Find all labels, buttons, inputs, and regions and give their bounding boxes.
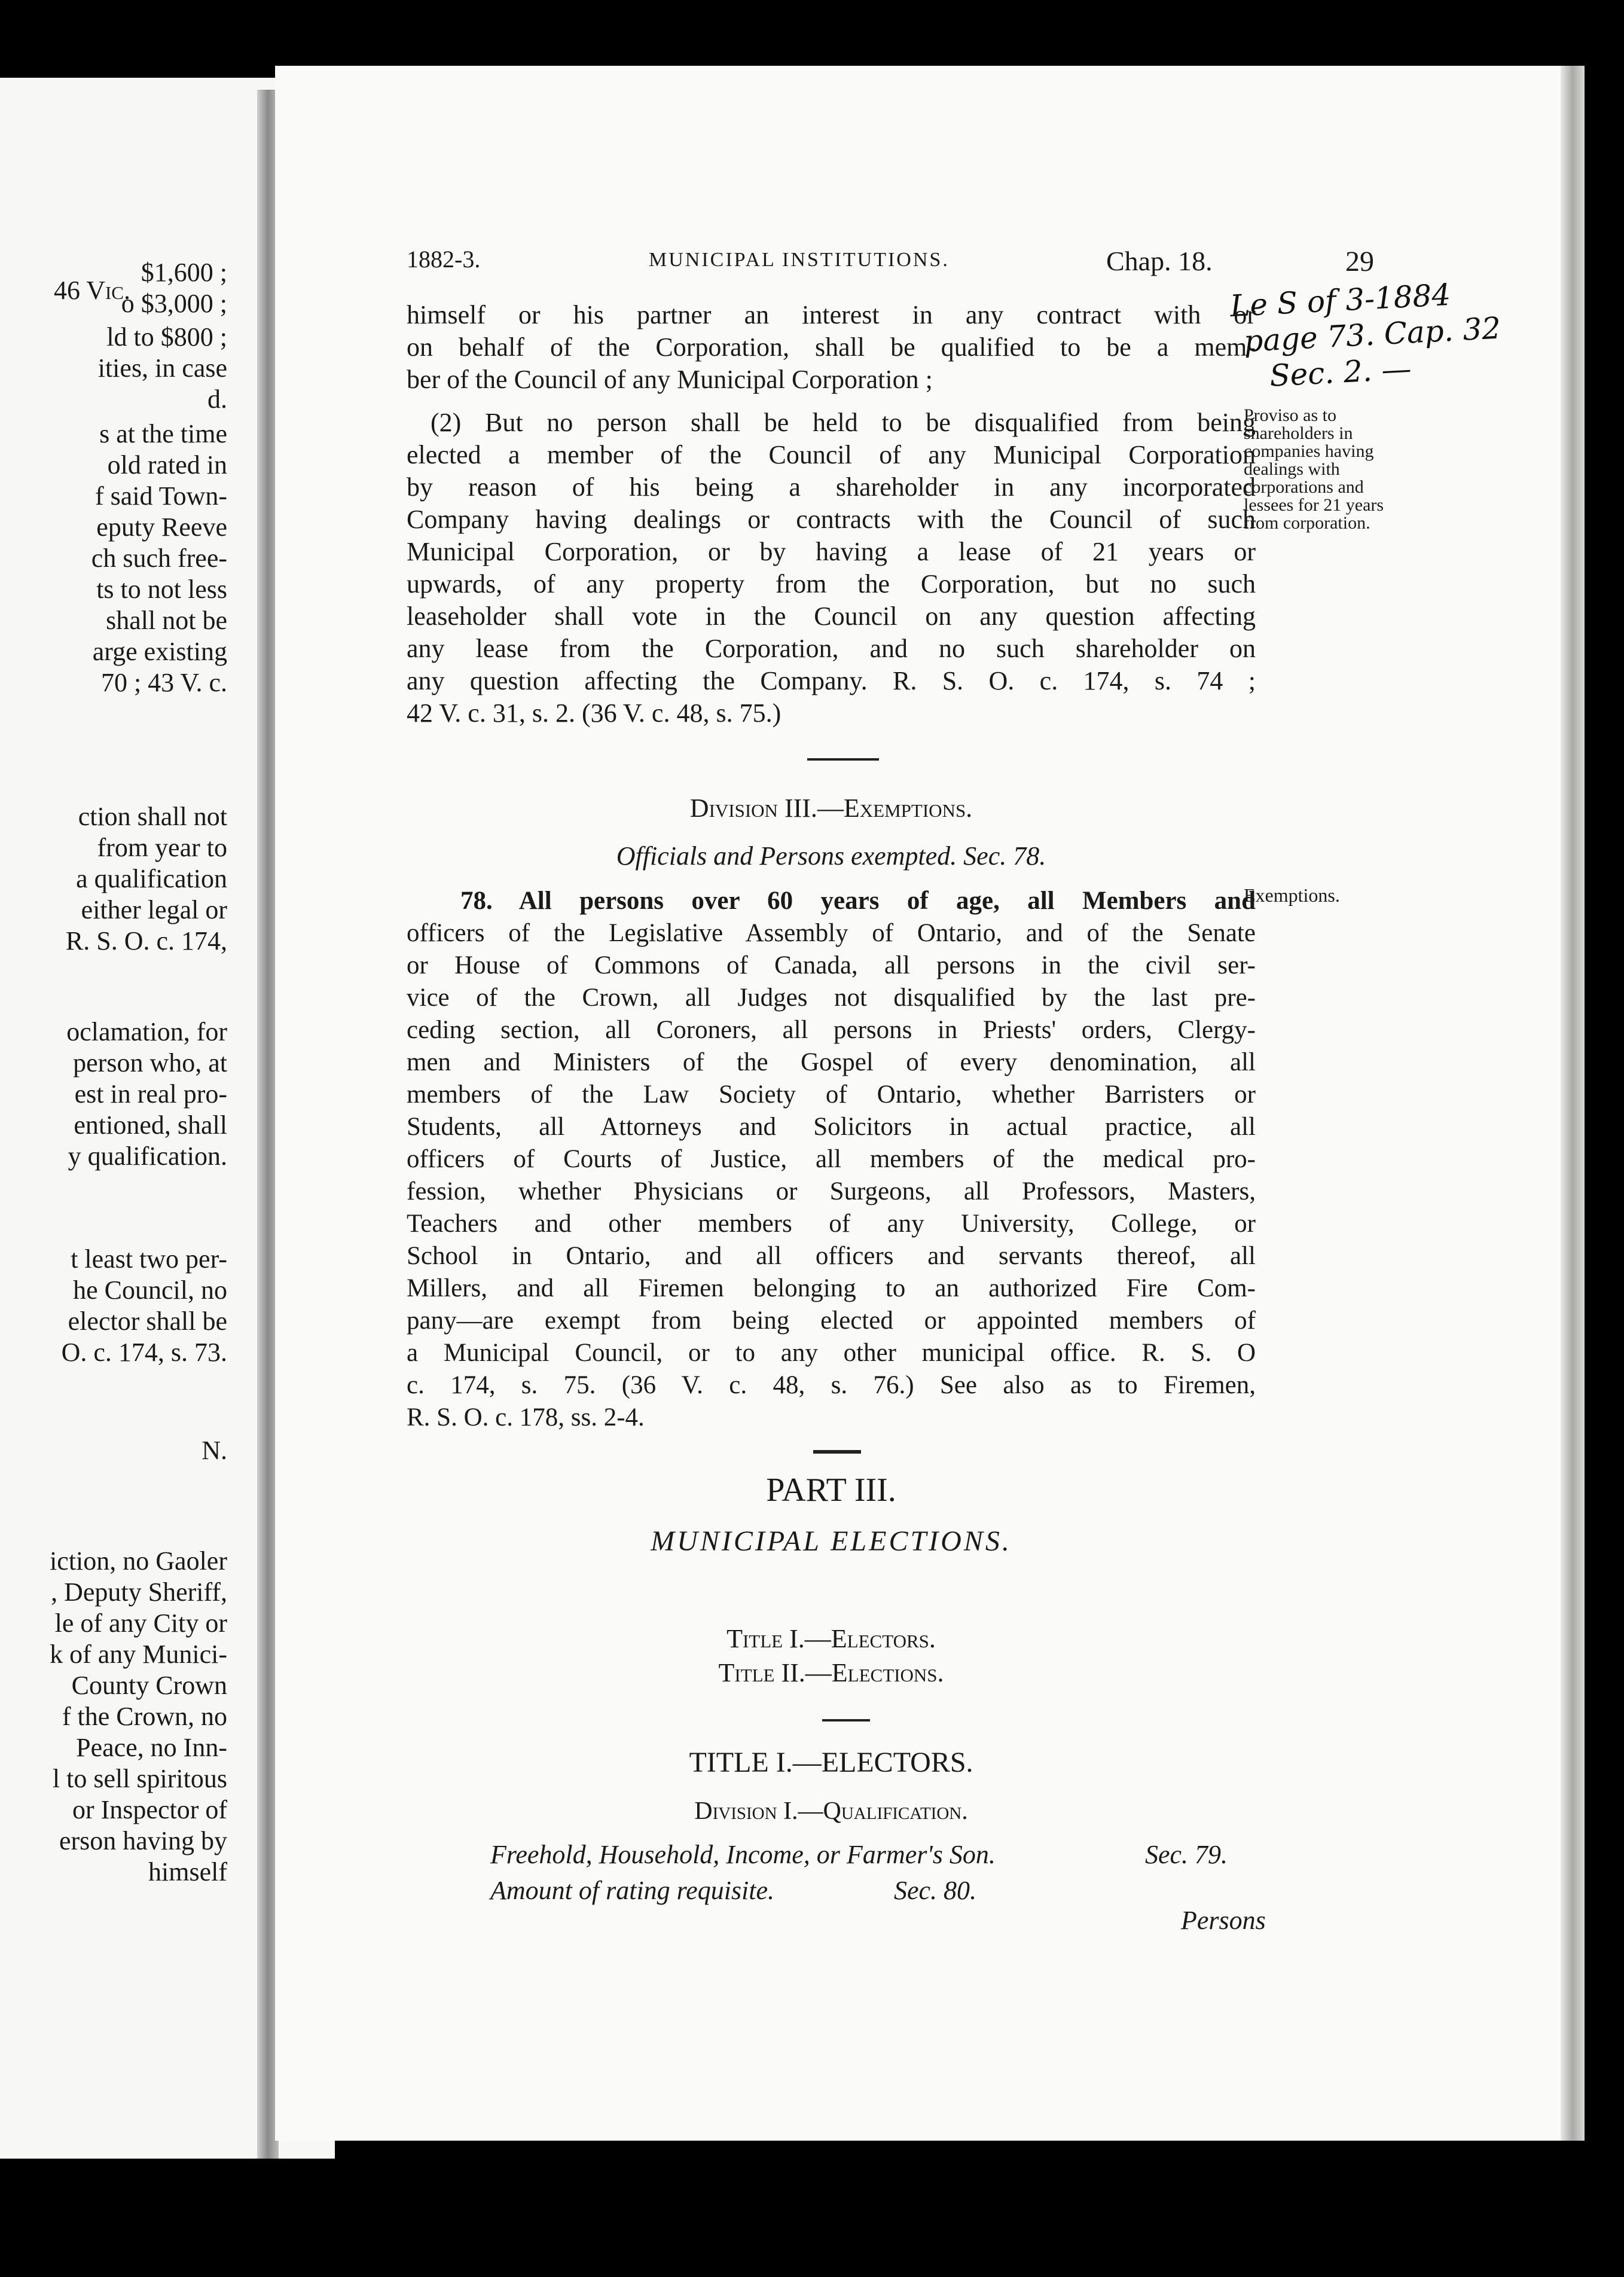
left-page-line: ld to $800 ; bbox=[106, 322, 227, 352]
text-line: Millers, and all Firemen belonging to an authorized Fire Com- bbox=[407, 1274, 1256, 1302]
left-page-line: old rated in bbox=[107, 450, 227, 480]
toc-title-ii: Title II.—Elections. bbox=[718, 1658, 944, 1687]
handwritten-line: page 73. Cap. 32 bbox=[1243, 310, 1502, 359]
text-line: 78. All persons over 60 years of age, all Members and bbox=[460, 887, 1256, 915]
contents-sec: Sec. 79. bbox=[1145, 1840, 1228, 1869]
text-line: fession, whether Physicians or Surgeons, all Professors, Masters, bbox=[407, 1177, 1256, 1205]
text-line: ber of the Council of any Municipal Corporation ; bbox=[407, 365, 933, 394]
left-page-line: eputy Reeve bbox=[96, 512, 227, 542]
division-subheading: Officials and Persons exempted. Sec. 78. bbox=[616, 841, 1046, 871]
text-line: School in Ontario, and all officers and servants thereof, all bbox=[407, 1242, 1256, 1270]
text-line: himself or his partner an interest in any contract with or bbox=[407, 300, 1256, 329]
title-heading: TITLE I.—ELECTORS. bbox=[689, 1747, 973, 1778]
left-page-heading: 46 Vic. bbox=[54, 276, 130, 305]
header-chapter: Chap. 18. bbox=[1106, 246, 1213, 276]
left-page-line: le of any City or bbox=[54, 1608, 227, 1638]
text-line: vice of the Crown, all Judges not disqualified by the last pre- bbox=[407, 984, 1256, 1012]
text-line: leaseholder shall vote in the Council on any question affecting bbox=[407, 602, 1256, 631]
left-page-line: County Crown bbox=[71, 1671, 227, 1700]
left-page-line: he Council, no bbox=[73, 1275, 227, 1305]
division-heading: Division III.—Exemptions. bbox=[689, 793, 973, 823]
left-page-line: iction, no Gaoler bbox=[50, 1546, 227, 1576]
left-page-line: 70 ; 43 V. c. bbox=[100, 668, 227, 697]
left-page-line: oclamation, for bbox=[66, 1017, 227, 1046]
text-line: officers of Courts of Justice, all members of the medical pro- bbox=[407, 1145, 1256, 1173]
title-rule bbox=[822, 1719, 870, 1722]
paragraph-78 bbox=[407, 885, 1256, 1434]
text-line: 42 V. c. 31, s. 2. (36 V. c. 48, s. 75.) bbox=[407, 698, 782, 728]
text-line: c. 174, s. 75. (36 V. c. 48, s. 76.) See also as to Firemen, bbox=[407, 1371, 1256, 1399]
handwritten-line: Sec. 2. — bbox=[1268, 351, 1412, 393]
left-page-line: d. bbox=[207, 384, 227, 414]
handwritten-note bbox=[1229, 274, 1510, 396]
part-rule bbox=[813, 1450, 861, 1454]
left-page-line: y qualification. bbox=[68, 1141, 227, 1171]
running-header bbox=[407, 245, 1387, 281]
left-page-line: t least two per- bbox=[71, 1244, 227, 1274]
text-line: (2) But no person shall be held to be disqualified from being bbox=[431, 408, 1256, 437]
contents-text: Amount of rating requisite. bbox=[490, 1876, 775, 1905]
left-page-line: l to sell spiritous bbox=[52, 1764, 227, 1793]
text-line: any question affecting the Company. R. S. O. c. 174, s. 74 ; bbox=[407, 666, 1256, 695]
part-title: MUNICIPAL ELECTIONS. bbox=[651, 1525, 1012, 1557]
text-line: elected a member of the Council of any Municipal Corporation bbox=[407, 440, 1256, 469]
text-line: Students, all Attorneys and Solicitors in actual practice, all bbox=[407, 1113, 1256, 1141]
left-page-line: R. S. O. c. 174, bbox=[65, 926, 227, 956]
left-page-line: f said Town- bbox=[95, 481, 227, 511]
catchword: Persons bbox=[1181, 1906, 1266, 1935]
page-number: 29 bbox=[1345, 246, 1374, 277]
header-title: MUNICIPAL INSTITUTIONS. bbox=[649, 249, 950, 271]
margin-note-proviso: Proviso as to shareholders in companies having dealings with corporations and lessees for 21 years from corporation. bbox=[1244, 405, 1384, 533]
text-line: upwards, of any property from the Corporation, but no such bbox=[407, 569, 1256, 599]
left-page-line: ch such free- bbox=[91, 544, 227, 573]
left-page-line: from year to bbox=[97, 833, 227, 862]
left-page-line: $1,600 ; bbox=[141, 258, 227, 287]
text-line: or House of Commons of Canada, all persons in the civil ser- bbox=[407, 951, 1256, 979]
left-page-line: ities, in case bbox=[97, 353, 227, 383]
left-page-line: ction shall not bbox=[78, 802, 227, 831]
left-page-line: s at the time bbox=[99, 419, 227, 448]
left-page-line: erson having by bbox=[59, 1826, 227, 1855]
text-line: Teachers and other members of any University, College, or bbox=[407, 1210, 1256, 1238]
left-page-line: ts to not less bbox=[96, 575, 227, 604]
text-line: a Municipal Council, or to any other municipal office. R. S. O bbox=[407, 1339, 1256, 1367]
header-year: 1882-3. bbox=[407, 246, 481, 273]
contents-line bbox=[490, 1875, 774, 1907]
contents-line bbox=[490, 1839, 996, 1871]
page-edge bbox=[1561, 66, 1585, 2141]
contents-text: Freehold, Household, Income, or Farmer's Son. bbox=[490, 1840, 996, 1869]
left-page-line: o $3,000 ; bbox=[121, 289, 227, 318]
paragraph-continuation bbox=[407, 299, 1256, 396]
section-rule bbox=[807, 758, 879, 761]
left-page-line: est in real pro- bbox=[74, 1079, 227, 1109]
left-page-line: k of any Munici- bbox=[50, 1640, 227, 1669]
paragraph-proviso bbox=[407, 407, 1256, 730]
left-page-line: Peace, no Inn- bbox=[76, 1733, 227, 1762]
text-line: any lease from the Corporation, and no such shareholder on bbox=[407, 634, 1256, 663]
left-page-line: N. bbox=[202, 1436, 227, 1465]
text-line: members of the Law Society of Ontario, whether Barristers or bbox=[407, 1080, 1256, 1109]
text-line: men and Ministers of the Gospel of every denomination, all bbox=[407, 1048, 1256, 1076]
left-page-line: shall not be bbox=[106, 606, 227, 635]
toc-title-i: Title I.—Electors. bbox=[726, 1624, 936, 1653]
text-line: by reason of his being a shareholder in any incorporated bbox=[407, 472, 1256, 502]
part-heading: PART III. bbox=[766, 1472, 896, 1509]
left-page-line: entioned, shall bbox=[74, 1110, 227, 1140]
text-line: on behalf of the Corporation, shall be qualified to be a mem- bbox=[407, 332, 1256, 362]
text-line: pany—are exempt from being elected or appointed members of bbox=[407, 1307, 1256, 1335]
contents-sec: Sec. 80. bbox=[894, 1876, 977, 1905]
left-page-line: either legal or bbox=[81, 895, 227, 924]
handwritten-line: Le S of 3-1884 bbox=[1229, 277, 1452, 324]
left-page-line: person who, at bbox=[73, 1048, 227, 1078]
division-i-heading: Division I.—Qualification. bbox=[694, 1797, 968, 1825]
margin-note-exemptions: Exemptions. bbox=[1244, 884, 1340, 906]
left-page-line: or Inspector of bbox=[72, 1795, 227, 1824]
left-page-line: a qualification bbox=[76, 864, 227, 893]
text-line: ceding section, all Coroners, all persons in Priests' orders, Clergy- bbox=[407, 1016, 1256, 1044]
left-page-line: himself bbox=[148, 1857, 227, 1887]
text-line: Company having dealings or contracts with the Council of such bbox=[407, 505, 1256, 534]
text-line: officers of the Legislative Assembly of Ontario, and of the Senate bbox=[407, 919, 1256, 947]
left-page-line: arge existing bbox=[92, 637, 227, 666]
text-line: R. S. O. c. 178, ss. 2-4. bbox=[407, 1403, 645, 1431]
text-line: Municipal Corporation, or by having a lease of 21 years or bbox=[407, 537, 1256, 566]
left-page-line: O. c. 174, s. 73. bbox=[61, 1338, 227, 1367]
left-page-line: f the Crown, no bbox=[62, 1702, 227, 1731]
left-page-line: elector shall be bbox=[68, 1307, 227, 1336]
left-page-line: , Deputy Sheriff, bbox=[51, 1577, 227, 1607]
